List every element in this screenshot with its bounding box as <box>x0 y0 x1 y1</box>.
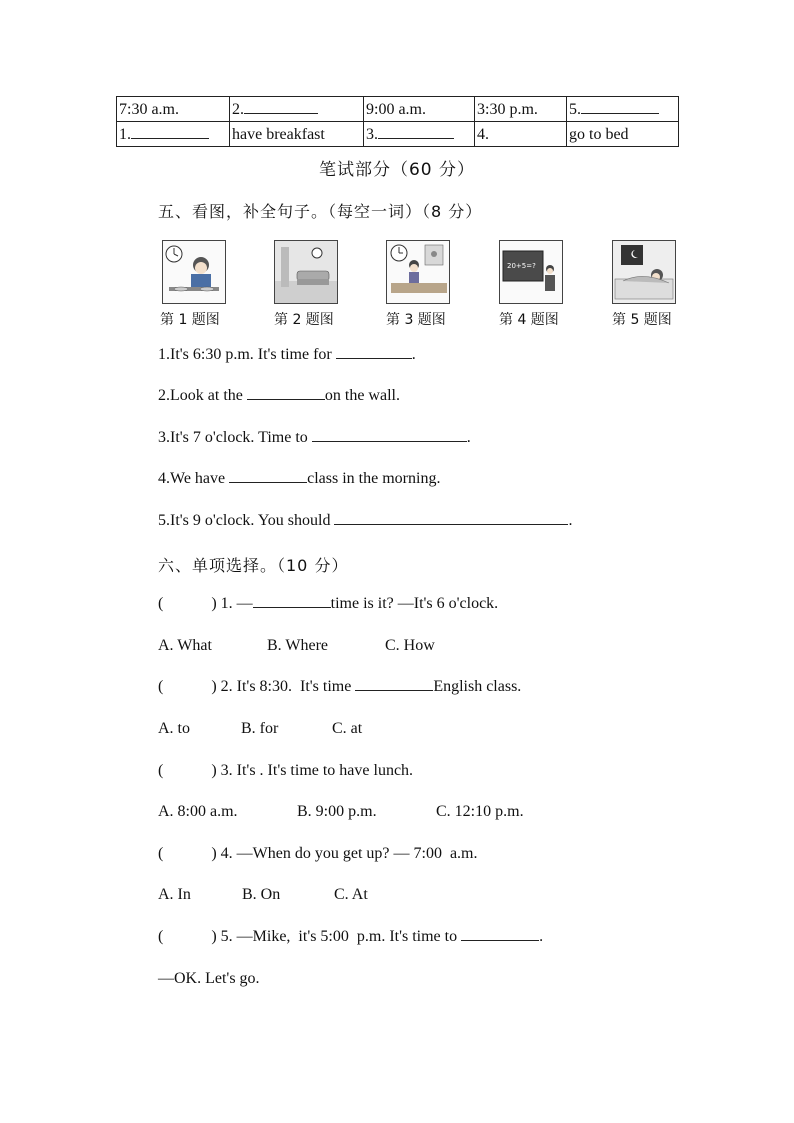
option-b[interactable]: B. On <box>242 886 281 903</box>
option-c[interactable]: C. How <box>385 637 435 654</box>
caption-2: 第 2 题图 <box>274 312 334 328</box>
answer-blank <box>378 122 454 139</box>
picture-5 <box>612 240 676 304</box>
answer-blank <box>131 122 209 139</box>
s6-options-3 <box>158 803 524 821</box>
table-cell[interactable] <box>567 97 679 122</box>
answer-blank[interactable] <box>336 357 412 359</box>
section-6-heading: 六、单项选择。（10 分） <box>158 556 349 575</box>
option-a[interactable]: A. What <box>158 637 212 654</box>
table-cell[interactable] <box>364 122 475 147</box>
s6-question-3: ( ) 3. It's . It's time to have lunch. <box>158 762 414 779</box>
table-row <box>117 122 679 147</box>
table-cell: 3:30 p.m. <box>475 97 567 122</box>
s6-question-1: ( ) 1. — time is it? —It's 6 o'clock. <box>158 595 499 612</box>
s5-question-4: 4.We have class in the morning. <box>158 470 441 487</box>
picture-3 <box>386 240 450 304</box>
answer-blank[interactable] <box>334 523 568 525</box>
section-5-heading: 五、看图，补全句子。（每空一词）（8 分） <box>158 202 483 221</box>
table-cell: 4. <box>475 122 567 147</box>
table-cell: go to bed <box>567 122 679 147</box>
table-cell: 9:00 a.m. <box>364 97 475 122</box>
s5-question-3: 3.It's 7 o'clock. Time to . <box>158 429 471 446</box>
option-a[interactable]: A. In <box>158 886 191 903</box>
answer-blank[interactable] <box>355 689 433 691</box>
living-room-clock-icon <box>275 241 337 303</box>
s6-options-2 <box>158 720 363 738</box>
s6-question-4: ( ) 4. —When do you get up? — 7:00 a.m. <box>158 845 478 862</box>
s6-options-4 <box>158 886 368 904</box>
s6-options-1 <box>158 637 435 655</box>
answer-blank[interactable] <box>229 481 307 483</box>
answer-blank[interactable] <box>247 398 325 400</box>
caption-1: 第 1 题图 <box>160 312 220 328</box>
answer-blank[interactable] <box>312 440 467 442</box>
option-c[interactable]: C. at <box>332 720 363 737</box>
table-cell: have breakfast <box>230 122 364 147</box>
blank-number: 2. <box>232 101 244 118</box>
blank-number: 1. <box>119 126 131 143</box>
option-c[interactable]: C. At <box>334 886 368 903</box>
blackboard-text: 20+5=? <box>507 262 536 270</box>
blank-number: 3. <box>366 126 378 143</box>
answer-blank[interactable] <box>461 939 539 941</box>
blank-number: 5. <box>569 101 581 118</box>
table-row <box>117 97 679 122</box>
table-cell: 7:30 a.m. <box>117 97 230 122</box>
boy-eating-icon <box>163 241 225 303</box>
caption-5: 第 5 题图 <box>612 312 672 328</box>
classroom-blackboard-icon <box>500 241 562 303</box>
picture-4 <box>499 240 563 304</box>
option-a[interactable]: A. 8:00 a.m. <box>158 803 238 820</box>
option-b[interactable]: B. for <box>241 720 279 737</box>
s6-answer-5: —OK. Let's go. <box>158 970 260 987</box>
s6-question-2: ( ) 2. It's 8:30. It's time English class. <box>158 678 522 695</box>
written-part-title: 笔试部分（60 分） <box>318 160 476 180</box>
table-cell[interactable] <box>230 97 364 122</box>
answer-blank <box>244 97 318 114</box>
option-a[interactable]: A. to <box>158 720 190 737</box>
caption-3: 第 3 题图 <box>386 312 446 328</box>
picture-1 <box>162 240 226 304</box>
child-sleeping-icon <box>613 241 675 303</box>
table-cell[interactable] <box>117 122 230 147</box>
s6-question-5: ( ) 5. —Mike, it's 5:00 p.m. It's time to . <box>158 928 544 945</box>
answer-blank <box>581 97 659 114</box>
s5-question-5: 5.It's 9 o'clock. You should . <box>158 512 573 529</box>
picture-2 <box>274 240 338 304</box>
answer-blank[interactable] <box>253 606 331 608</box>
option-b[interactable]: B. Where <box>267 637 329 654</box>
schedule-table <box>116 96 679 147</box>
boy-getting-up-icon <box>387 241 449 303</box>
s5-question-2: 2.Look at the on the wall. <box>158 387 400 404</box>
caption-4: 第 4 题图 <box>499 312 559 328</box>
option-c[interactable]: C. 12:10 p.m. <box>436 803 524 820</box>
s5-question-1: 1.It's 6:30 p.m. It's time for . <box>158 346 416 363</box>
option-b[interactable]: B. 9:00 p.m. <box>297 803 377 820</box>
